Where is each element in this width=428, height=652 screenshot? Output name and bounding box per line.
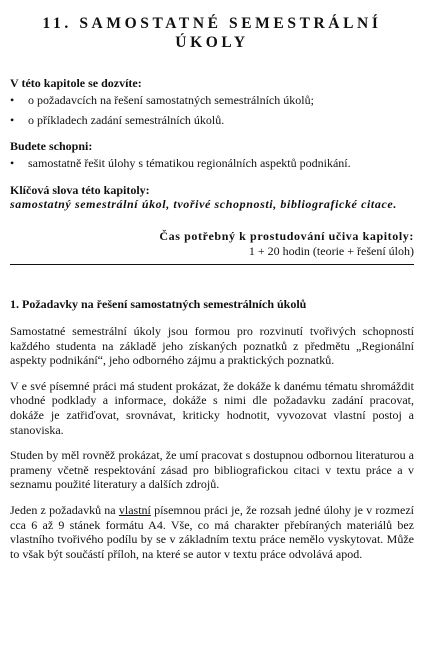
underlined-word: vlastní [118, 502, 151, 517]
learn-section [10, 76, 414, 127]
study-time [10, 229, 414, 258]
document-page [10, 14, 414, 572]
list-item-text: o příkladech zadání semestrálních úkolů. [28, 112, 225, 127]
study-time-value: 1 + 20 hodin (teorie + řešení úloh) [248, 243, 414, 258]
paragraph: Studen by měl rovněž prokázat, že umí pracovat s dostupnou odbornou literaturou a prameny včetně respektování zásad pro bibliografickou citaci v textu práce a v seznamu použité literatury a dalších zdrojů. [10, 448, 414, 492]
able-heading: Budete schopni: [10, 139, 93, 153]
keywords-section [10, 183, 414, 212]
keywords-heading: Klíčová slova této kapitoly: [10, 182, 150, 197]
paragraph: V e své písemné práci má student prokázat, že dokáže k danému tématu shromáždit vhodné podklady a informace, dokáže s nimi dle požadavku zadání pracovat, dokáže je zatřiďovat, srovnávat, kriticky hodnotit, vyvozovat vlastní postoj a stanoviska. [10, 378, 414, 437]
able-list [10, 156, 414, 171]
paragraph-last [10, 503, 414, 561]
divider [10, 264, 414, 265]
list-item [10, 156, 414, 171]
bullet-icon: • [10, 156, 15, 170]
paragraph: Samostatné semestrální úkoly jsou formou pro rozvinutí tvořivých schopností každého studenta na základě jeho získaných poznatků z předmětu „Regionální aspekty podnikání“, jeho odborného zájmu a praktických poznatků. [10, 324, 414, 368]
chapter-title: 11. SAMOSTATNÉ SEMESTRÁLNÍ ÚKOLY [42, 15, 382, 51]
keywords-text: samostatný semestrální úkol, tvořivé schopnosti, bibliografické citace. [10, 196, 397, 211]
bullet-icon: • [10, 93, 15, 107]
able-section [10, 139, 414, 171]
bullet-icon: • [10, 112, 15, 127]
study-time-label: Čas potřebný k prostudování učiva kapitoly: [159, 229, 414, 243]
list-item [10, 93, 414, 108]
paragraph-text-end: písemnou práci je, že rozsah jedné úlohy je v rozmezí cca 6 až 9 stánek formátu A4. Vše, co má charakter přebíraných materiálů bez vlastního tvořivého podílu by se v základním textu práce nemělo vyskytovat. Může to však být součástí příloh, na které se autor v textu práce odvolává apod. [10, 502, 415, 561]
list-item-text: samostatně řešit úlohy s tématikou regionálních aspektů podnikání. [28, 156, 351, 170]
list-item [10, 113, 414, 128]
paragraph-text-start: Jeden z požadavků na [10, 502, 119, 517]
learn-heading: V této kapitole se dozvíte: [10, 76, 142, 90]
learn-list [10, 93, 414, 127]
section-heading: 1. Požadavky na řešení samostatných semestrálních úkolů [10, 297, 307, 311]
list-item-text: o požadavcích na řešení samostatných semestrálních úkolů; [28, 93, 314, 107]
